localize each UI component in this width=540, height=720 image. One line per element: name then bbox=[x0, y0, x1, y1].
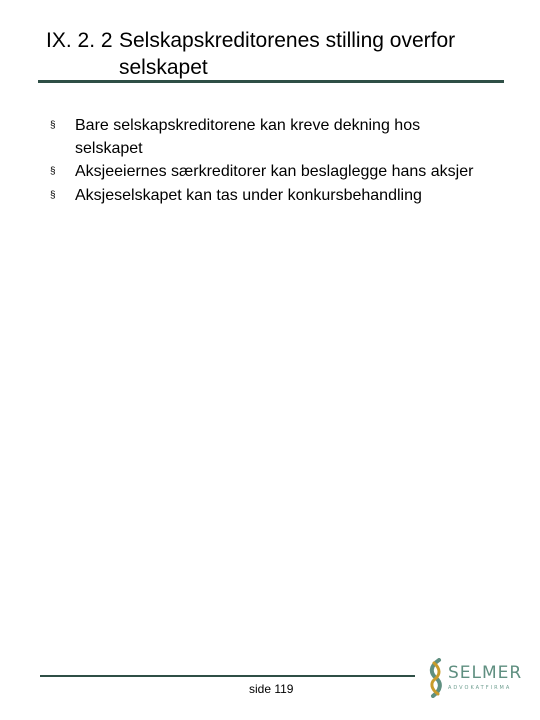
selmer-logo-icon bbox=[426, 658, 446, 698]
bullet-item bbox=[50, 115, 490, 160]
bullet-item bbox=[50, 161, 490, 184]
bullet-text: Aksjeselskapet kan tas under konkursbehandling bbox=[75, 186, 422, 204]
bullet-text: Aksjeeiernes særkreditorer kan beslaglegge hans aksjer bbox=[75, 163, 474, 180]
section-number: IX. 2. 2 bbox=[46, 29, 113, 52]
selmer-logo bbox=[426, 658, 523, 702]
bullet-text: Bare selskapskreditorene kan kreve dekning hos selskapet bbox=[75, 117, 421, 157]
page-number: side 119 bbox=[249, 682, 294, 696]
logo-wordmark: SELMER bbox=[448, 663, 523, 683]
bullet-item bbox=[50, 185, 490, 208]
bullet-list bbox=[50, 115, 490, 208]
section-bullet-icon: § bbox=[50, 189, 56, 201]
title-divider bbox=[38, 80, 504, 83]
section-bullet-icon: § bbox=[50, 166, 56, 177]
slide-title: Selskapskreditorenes stilling overfor selskapet bbox=[119, 29, 456, 79]
footer-divider bbox=[40, 675, 415, 677]
section-bullet-icon: § bbox=[50, 120, 56, 131]
logo-tagline: ADVOKATFIRMA bbox=[448, 685, 512, 691]
